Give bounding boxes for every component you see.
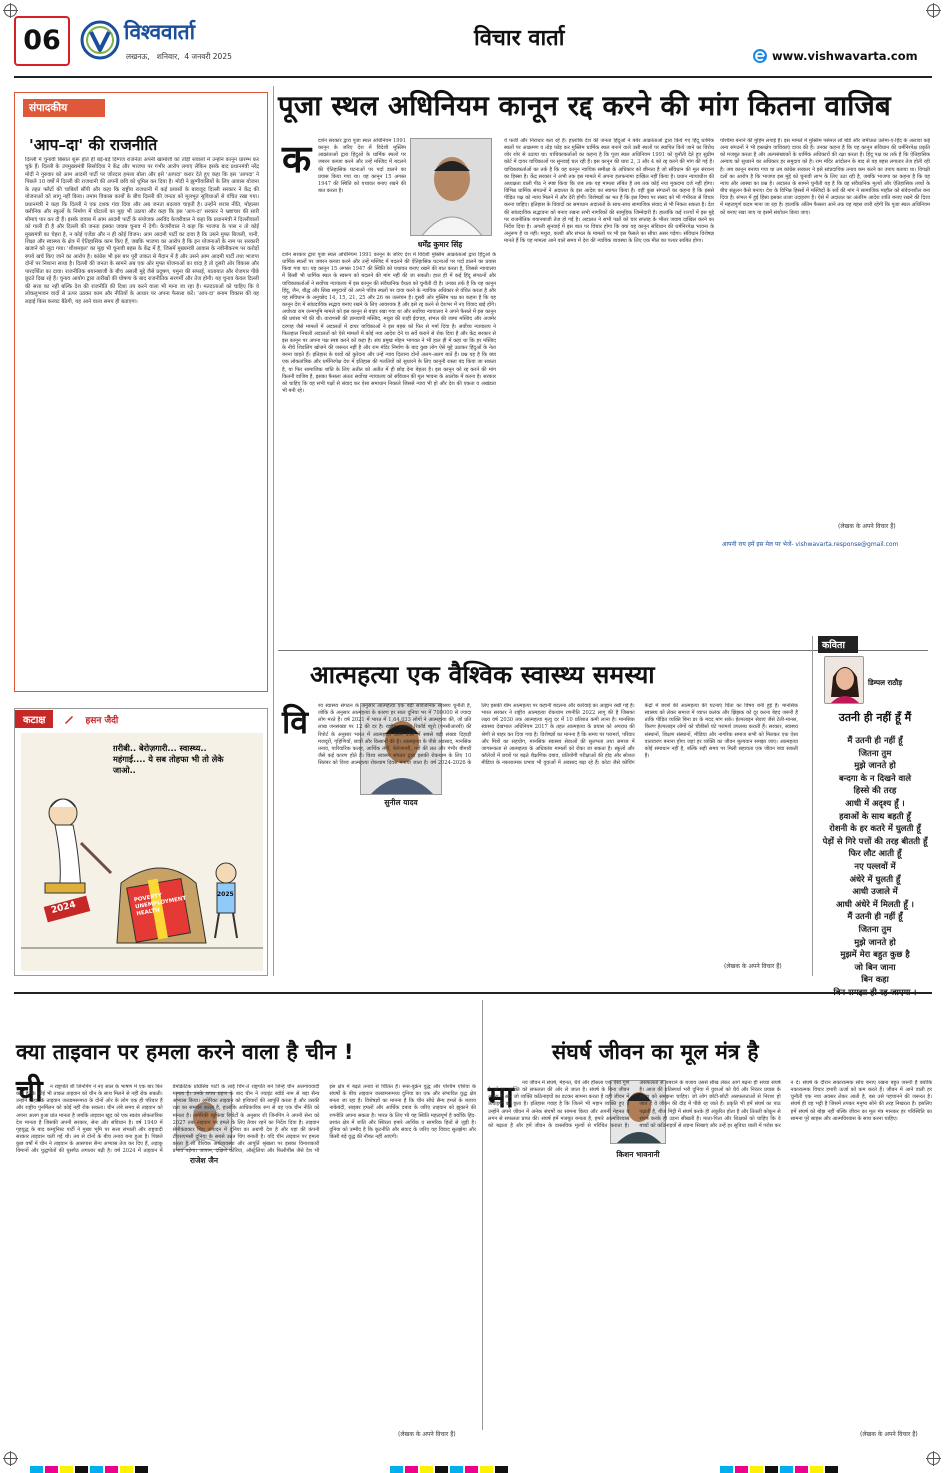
color-bar-left — [30, 1458, 150, 1473]
website-url[interactable]: www.vishwavarta.com — [772, 49, 918, 63]
poem-line: मुझे जानते हो — [854, 936, 896, 947]
editorial-body: दिल्ली में चुनावी बिसात शुरू होते ही बड़े-बड़े दिग्गज राजनेता अपनी खामोशी को तोड़ी सवालों में उन्होंने कानून प्रारम्भ कर चुके हैं। दिल्ली के उपमुख्यमंत्री सिसोदिया ने केंद्र और भाजपा पर गंभीर आरोप लगाए लेकिन इसके बाद प्रधानमंत्री नरेंद्र मोदी ने गुरुवार को आम आदमी पार्टी पर जोरदार हमला बोला और इसे 'आपदा' करार देते हुए कहा कि इस 'आपदा' ने पिछले 10 वर्षों में दिल्ली की राजधानी की अपनी छवि को धूमिल कर दिया है। मोदी ने झुग्गीवासियों के लिए आवास योजना के तहत फ्लैटों की चाबियाँ सौंपी और कहा कि राष्ट्रीय राजधानी में कई प्रयासों के बावजूद दिल्ली सरकार ने केंद्र की योजनाओं को लागू नहीं किया। तमाम विकास कार्यों के बीच दिल्ली की जनता को मूलभूत सुविधाओं से वंचित रखा गया। प्रधानमंत्री ने कहा कि दिल्ली ने एक दशक गंवा दिया और अब जनता बदलाव चाहती है। उन्होंने शराब नीति, मोहल्ला क्लीनिक और स्कूलों के निर्माण में घोटालों का मुद्दा भी उठाया और कहा कि इस 'आप-दा' सरकार ने भ्रष्टाचार की सारी सीमाएं पार कर दी हैं। इसके जवाब में आम आदमी पार्टी के संयोजक अरविंद केजरीवाल ने कहा कि प्रधानमंत्री ने दिल्लीवालों को गाली दी है और दिल्ली की जनता इसका जवाब चुनाव में देगी। केजरीवाल ने कहा कि भाजपा के पास न तो कोई मुख्यमंत्री का चेहरा है, न कोई एजेंडा और न ही कोई विजन। आम आदमी पार्टी का दावा है कि उसने मुफ्त बिजली, पानी, शिक्षा और स्वास्थ्य के क्षेत्र में ऐतिहासिक काम किए हैं, जबकि भाजपा का आरोप है कि इन योजनाओं के नाम पर सरकारी खजाने को लूटा गया। 'शीशमहल' का मुद्दा भी चुनावी बहस के केंद्र में है, जिसमें मुख्यमंत्री आवास के नवीनीकरण पर करोड़ों रुपये खर्च किए जाने का आरोप है। कांग्रेस भी इस बार पूरी ताकत से मैदान में है और उसने आम आदमी पार्टी तथा भाजपा दोनों पर निशाना साधा है। दिल्ली की जनता के सामने अब एक ओर मुफ्त योजनाओं का वादा है तो दूसरी ओर विकास और पारदर्शिता का दावा। राजनीतिक बयानबाजी के बीच असली मुद्दे जैसे प्रदूषण, यमुना की सफाई, यातायात और रोजगार पीछे छूटते दिख रहे हैं। चुनाव आयोग द्वारा तारीखों की घोषणा के बाद राजनीतिक सरगर्मी और तेज होगी। यह चुनाव केवल दिल्ली की सत्ता का नहीं बल्कि देश की राजनीति की दिशा तय करने वाला भी माना जा रहा है। मतदाताओं को चाहिए कि वे लोकलुभावन वादों से ऊपर उठकर काम और नीतियों के आधार पर अपना फैसला करें। 'आप-दा' बनाम विकास की यह लड़ाई किस करवट बैठेगी, यह आने वाला समय ही बताएगा। — [25, 157, 259, 305]
poem-line: बिन कहा — [861, 974, 889, 985]
page-number: 06 — [23, 25, 61, 56]
lead-footer-note: (लेखक के अपने विचार हैं) — [838, 523, 896, 530]
masthead — [14, 12, 932, 72]
struggle-dropcap: मा — [488, 1080, 514, 1115]
cartoon-artist: हसन जैदी — [85, 715, 119, 726]
registration-mark-bottom-right — [927, 1452, 940, 1465]
lead-response-note[interactable]: आपनी राय हमें इस मेल पर भेजें- vishwavarta.response@gmail.com — [722, 541, 899, 548]
poem-line: बन्दगा के न दिखने वाले — [838, 772, 912, 783]
poem-line: हिस्से की तरह — [853, 785, 897, 796]
pen-icon — [63, 713, 75, 725]
suicide-footer-note: (लेखक के अपने विचार हैं) — [724, 963, 782, 970]
website[interactable] — [752, 48, 918, 64]
bottom-col-divider — [482, 1000, 483, 1430]
poem-line: पेड़ों से गिरे पत्तों की तरह बीतती हूँ — [822, 835, 928, 846]
struggle-author-name: किशन भावनानी — [616, 1150, 660, 1159]
lead-author-photo — [410, 138, 492, 236]
col-divider-left — [273, 86, 274, 976]
section-title: विचार वार्ता — [474, 26, 565, 51]
mid-page-rule — [14, 992, 932, 994]
cartoon-label-text: कटाक्ष — [15, 710, 53, 728]
cartoon-year-left: 2024 — [50, 899, 77, 917]
cartoon-illustration — [21, 733, 263, 971]
lead-body-col3 — [720, 138, 930, 518]
cartoon-box — [14, 708, 268, 976]
lead-body-col1 — [318, 138, 406, 234]
brand-logo-icon — [80, 20, 120, 60]
cartoon-year-right: 2025 — [217, 891, 234, 898]
browser-e-icon — [752, 48, 768, 64]
page-number-box — [14, 16, 70, 66]
suicide-headline: आत्महत्या एक वैश्विक स्वास्थ्य समस्या — [310, 660, 655, 689]
brand-logo — [80, 20, 120, 60]
poem-line: आधी में अदृश्य हूँ । — [845, 797, 905, 808]
struggle-body: नव जीवन में संघर्ष, मेहनत, धैर्य और हौसला एक ऐसा गुण है जो हर व्यक्ति को सफलता की ओर ले जाता है। संघर्ष के बिना जीवन अधूरा है और जो व्यक्ति कठिनाइयों का डटकर सामना करता है वही जीवन में ऊंचाइयों को छूता है। इतिहास गवाह है कि जितने भी महान व्यक्ति हुए हैं उन्होंने अपने जीवन में अनेक संघर्षों का सामना किया और अपनी मेहनत व लगन से सफलता प्राप्त की। संघर्ष हमें मजबूत बनाता है, हमारे आत्मविश्वास को बढ़ाता है और हमें जीवन के वास्तविक मूल्यों से परिचित कराता है। असफलता से घबराने के बजाय उससे सीख लेकर आगे बढ़ना ही सच्चा संघर्ष है। आज की प्रतिस्पर्धा भरी दुनिया में युवाओं को धैर्य और निरंतर प्रयास के महत्व को समझना चाहिए। जो लोग छोटी-छोटी असफलताओं से निराश हो जाते हैं वे जीवन की दौड़ में पीछे रह जाते हैं। प्रकृति भी हमें संघर्ष का पाठ पढ़ाती है, बीज मिट्टी में संघर्ष करके ही अंकुरित होता है और तितली कोकून से संघर्ष करके ही उड़ना सीखती है। माता-पिता और शिक्षकों को चाहिए कि वे बच्चों को कठिनाइयों से लड़ना सिखाएं और उन्हें हर सुविधा थाली में परोस कर न दें। संघर्ष के दौरान सकारात्मक सोच बनाए रखना बहुत जरूरी है क्योंकि नकारात्मक विचार हमारी ऊर्जा को कम करते हैं। जीवन में आने वाली हर चुनौती एक नया अवसर लेकर आती है, बस उसे पहचानने की जरूरत है। संघर्ष ही वह भट्टी है जिसमें तपकर मनुष्य सोने की तरह निखरता है। इसलिए हमें संघर्ष को बोझ नहीं बल्कि जीवन का मूल मंत्र मानकर हर परिस्थिति का सामना पूरे साहस और आत्मविश्वास के साथ करना चाहिए। — [488, 1080, 932, 1129]
cartoon-box-text: POVERTY UNEMPLOYMENT HEALTH — [133, 892, 187, 918]
author-portrait-icon — [411, 139, 492, 236]
registration-mark-bottom-left — [4, 1452, 17, 1465]
suicide-dropcap: वि — [282, 703, 309, 741]
taiwan-author-name: राजेश जैन — [189, 1156, 218, 1165]
poem-line: मैं उतनी ही नहीं हूँ — [847, 735, 903, 745]
cartoon-label — [15, 709, 118, 729]
editorial-box — [14, 92, 268, 692]
color-bar-right — [720, 1458, 840, 1473]
color-bar-center — [390, 1458, 510, 1473]
poem-line: रोशनी के हर कतरे में घुलती हूँ — [829, 823, 921, 834]
poem-line: आधी अंधेरे में मिलती हूँ । — [836, 898, 914, 909]
poem-line: मैं उतनी ही नहीं हूँ — [847, 911, 903, 922]
lead-body-col2-text: ये फर्जी और निराधार बता रहे हैं। हालांकि देश की जनता हिंदुओं ने बर्बर आक्रांताओं द्वारा किये गए हिंदू धार्मिक स्थलों पर आक्रमण व तोड़ फोड़ कर मुस्लिम धार्मिक स्थल बनाने वाले उसी स्थलों पर स्थापित किये जाने का विरोध जोर शोर से उठाया था। याचिकाकर्ताओं का कहना है कि पूजा स्थल अधिनियम 1991 को चुनौती देते हुए सुप्रीम कोर्ट में दायर याचिकाओं पर सुनवाई चल रही है। इस कानून की धारा 2, 3 और 4 को रद्द करने की मांग की गई है। याचिकाकर्ताओं का तर्क है कि यह कानून न्यायिक समीक्षा के अधिकार को छीनता है जो संविधान की मूल संरचना का हिस्सा है। केंद्र सरकार ने अभी तक इस मामले में अपना हलफनामा दाखिल नहीं किया है। प्रधान न्यायाधीश की अध्यक्षता वाली पीठ ने स्पष्ट किया कि जब तक यह मामला लंबित है तब तक कोई नया मुकदमा दर्ज नहीं होगा। विभिन्न धार्मिक संगठनों ने अदालत के इस आदेश का स्वागत किया है। वहीं कुछ संगठनों का कहना है कि इससे पीड़ित पक्ष को न्याय मिलने में और देरी होगी। विशेषज्ञों का मत है कि इस विषय पर संसद को भी गंभीरता से विचार करना चाहिए। इतिहास के विवादों का समाधान अदालतों के साथ-साथ सामाजिक संवाद से भी निकल सकता है। देश की सांप्रदायिक सद्भावना को बनाए रखना सभी नागरिकों की सामूहिक जिम्मेदारी है। हालांकि कई राज्यों में इस मुद्दे पर राजनीतिक बयानबाजी तेज हो गई है। अदालत ने सभी पक्षों को चार सप्ताह के भीतर जवाब दाखिल करने का निर्देश दिया है। अगली सुनवाई में इस बात पर विचार होगा कि क्या यह कानून संविधान की धर्मनिरपेक्ष भावना के अनुरूप है या नहीं। मथुरा, काशी और संभल के मामलों पर भी इस फैसले का सीधा असर पड़ेगा। संविधान विशेषज्ञ मानते हैं कि यह मामला आने वाले समय में देश की न्यायिक व्यवस्था के लिए एक मील का पत्थर साबित होगा। — [504, 138, 714, 245]
dateline: लखनऊ, शनिवार, 4 जनवरी 2025 — [126, 52, 232, 61]
poet-photo — [824, 656, 864, 704]
editorial-headline: 'आप–दा' की राजनीति — [29, 136, 158, 154]
poem-line: जितना तुम — [858, 747, 892, 758]
taiwan-dropcap: ची — [16, 1074, 43, 1109]
poem-box — [818, 636, 932, 985]
poem-line: फिर लौट आती हूँ — [848, 848, 902, 859]
col-divider-right — [812, 636, 813, 976]
poem-label: कविता — [818, 636, 858, 653]
poem-line: मुझे जानते हो — [854, 760, 896, 771]
lead-body-intro: दर्शन सरकार द्वारा पूजा स्थल अधिनियम 1991 कानून के जरिए देश में विदेशी मुस्लिम आक्रांताओं द्वारा हिंदुओं के धार्मिक स्थलों पर जबरन कब्जा करने और उन्हें मस्जिद में बदलने की ऐतिहासिक घटनाओं पर पर्दा डालने का प्रयास किया गया था। यह कानून 15 अगस्त 1947 की स्थिति को यथावत बनाए रखने की बात करता है। — [318, 138, 406, 195]
editorial-label-text: संपादकीय — [29, 102, 68, 114]
poem-line: आधी उजाले में — [852, 886, 898, 897]
masthead-rule — [14, 76, 932, 78]
lead-headline: पूजा स्थल अधिनियम कानून रद्द करने की मांग कितना वाजिब — [278, 90, 891, 122]
lead-author-name: धर्मेंद्र कुमार सिंह — [417, 240, 463, 249]
cartoon-drawing — [21, 733, 263, 971]
suicide-body: श्व स्वास्थ्य संगठन के अनुसार आत्महत्या एक बड़ी सार्वजनिक स्वास्थ्य चुनौती है, जोकि के अनुसार आत्महत्या के कारण हर साल दुनिया भर में 700000 से ज्यादा लोग मरते हैं। वर्ष 2021 में भारत में 1,64,033 लोगों ने आत्महत्या की, जो प्रति लाख जनसंख्या पर 12 की दर है। राष्ट्रीय अपराध रिकॉर्ड ब्यूरो (एनसीआरबी) की रिपोर्ट के अनुसार भारत में आत्महत्या करने वालों में सबसे बड़ी संख्या दिहाड़ी मजदूरों, गृहिणियों, छात्रों और किसानों की है। आत्महत्या के पीछे अवसाद, मानसिक तनाव, पारिवारिक कलह, आर्थिक तंगी, बेरोजगारी, नशे की लत और गंभीर बीमारी जैसे कई कारण होते हैं। विश्व स्वास्थ्य संगठन द्वारा इसकी रोकथाम के लिए 10 सितंबर को विश्व आत्महत्या रोकथाम दिवस मनाया जाता है। वर्ष 2024-2026 के लिए इसकी थीम आत्महत्या पर कहानी बदलना और कार्रवाई का आह्वान रखी गई है। भारत सरकार ने राष्ट्रीय आत्महत्या रोकथाम रणनीति 2022 लागू की है जिसका लक्ष्य वर्ष 2030 तक आत्महत्या मृत्यु दर में 10 प्रतिशत कमी लाना है। मानसिक स्वास्थ्य देखभाल अधिनियम 2017 के तहत आत्महत्या के प्रयास को अपराध की श्रेणी से बाहर कर दिया गया है। विशेषज्ञों का मानना है कि समय पर परामर्श, परिवार और मित्रों का सहयोग, मानसिक स्वास्थ्य सेवाओं की सुलभता तथा समाज में जागरूकता से आत्महत्या के अधिकांश मामलों को रोका जा सकता है। स्कूलों और कॉलेजों में छात्रों पर बढ़ते शैक्षणिक दबाव, प्रतियोगी परीक्षाओं की होड़ और सोशल मीडिया के नकारात्मक प्रभाव भी युवाओं में अवसाद बढ़ा रहे हैं। कोटा जैसे कोचिंग केंद्रों में छात्रों की आत्महत्या की घटनाएं चिंता का विषय बनी हुई हैं। मानसिक स्वास्थ्य को लेकर समाज में व्याप्त कलंक और झिझक को दूर करना बेहद जरूरी है ताकि पीड़ित व्यक्ति बिना डर के मदद मांग सके। हेल्पलाइन सेवाएं जैसे टेली-मानस, किरण हेल्पलाइन लोगों को चौबीसों घंटे परामर्श उपलब्ध कराती हैं। सरकार, स्वास्थ्य संस्थानों, शिक्षण संस्थानों, मीडिया और नागरिक समाज सभी को मिलकर एक ऐसा वातावरण बनाना होगा जहां हर व्यक्ति का जीवन मूल्यवान समझा जाए। आत्महत्या कोई समाधान नहीं है, बल्कि सही समय पर मिली सहायता एक जीवन बचा सकती है। — [318, 703, 798, 767]
cartoon-speech: ग़रीबी.. बेरोज़गारी... स्वास्थ्य.. महंगाई.... ये सब तोहफा भी तो लेके जाओ.. — [113, 743, 224, 775]
poem-lines — [818, 734, 932, 998]
poem-line: नए पल्लवों में — [854, 860, 896, 871]
lead-body: दर्शन सरकार द्वारा पूजा स्थल अधिनियम 1991 कानून के जरिए देश में विदेशी मुस्लिम आक्रांताओं द्वारा हिंदुओं के धार्मिक स्थलों पर जबरन कब्जा करने और उन्हें मस्जिद में बदलने की ऐतिहासिक घटनाओं पर पर्दा डालने का प्रयास किया गया था। यह कानून 15 अगस्त 1947 की स्थिति को यथावत बनाए रखने की बात करता है, जिससे न्यायालय में किसी भी धार्मिक स्थल के स्वरूप को बदलने की मांग नहीं की जा सकती। हाल ही में कई हिंदू संगठनों और याचिकाकर्ताओं ने सर्वोच्च न्यायालय में इस कानून की संवैधानिक वैधता को चुनौती दी है। उनका तर्क है कि यह कानून हिंदू, जैन, बौद्ध और सिख समुदायों को अपने पवित्र स्थलों पर दावा करने के न्यायिक अधिकार से वंचित करता है और यह संविधान के अनुच्छेद 14, 15, 21, 25 और 26 का उल्लंघन है। दूसरी ओर मुस्लिम पक्ष का कहना है कि यह कानून देश में सांप्रदायिक सद्भाव बनाए रखने के लिए आवश्यक है और इसे रद्द करने से देशभर में नए विवाद खड़े होंगे। अयोध्या राम जन्मभूमि मामले को इस कानून से बाहर रखा गया था और सर्वोच्च न्यायालय ने अपने फैसले में इस कानून की प्रशंसा भी की थी। वाराणसी की ज्ञानवापी मस्जिद, मथुरा की शाही ईदगाह, संभल की जामा मस्जिद और अजमेर दरगाह जैसे मामलों में अदालतों में दायर याचिकाओं ने इस बहस को फिर से गर्मा दिया है। सर्वोच्च न्यायालय ने फिलहाल निचली अदालतों को ऐसे मामलों में कोई नया आदेश देने या सर्वे कराने से रोक दिया है और केंद्र सरकार से इस कानून पर अपना पक्ष स्पष्ट करने को कहा है। संघ प्रमुख मोहन भागवत ने भी हाल ही में कहा था कि हर मस्जिद के नीचे शिवलिंग खोजने की जरूरत नहीं है और राम मंदिर निर्माण के बाद कुछ लोग ऐसे मुद्दे उठाकर हिंदुओं के नेता बनना चाहते हैं। इतिहास के घावों को कुरेदना और उन्हें न्याय दिलाना दोनों अलग-अलग बातें हैं। प्रश्न यह है कि क्या एक लोकतांत्रिक और धर्मनिरपेक्ष देश में इतिहास की गलतियों को सुधारने के लिए कानूनी रास्ता बंद किया जा सकता है, या फिर सामाजिक शांति के लिए अतीत को अतीत में ही छोड़ देना बेहतर है। इस कानून को रद्द करने की मांग कितनी वाजिब है, इसका फैसला अंततः सर्वोच्च न्यायालय को संविधान की मूल भावना के आलोक में करना है। सरकार को चाहिए कि वह सभी पक्षों से संवाद कर ऐसा समाधान निकाले जिससे न्याय भी हो और देश की एकता व अखंडता भी बनी रहे। — [282, 252, 496, 394]
poem-line: जितना तुम — [858, 923, 892, 934]
poem-line: अंधेरे में घुलती हूँ — [849, 873, 901, 884]
poem-line: जो बिन जाना — [854, 961, 896, 972]
lead-body-col3-text: पश्चिमा बनाने की मुहिम लगाई है। इस मामले में मुस्लिम पर्सनल लॉ बोर्ड और जमीअत उलेमा-ए-हिंद के अलावा कई अन्य संगठनों ने भी हस्तक्षेप याचिकाएं दायर की हैं। उनका कहना है कि यह कानून संविधान की धर्मनिरपेक्ष प्रकृति को मजबूत करता है और अल्पसंख्यकों के धार्मिक अधिकारों की रक्षा करता है। हिंदू पक्ष का तर्क है कि ऐतिहासिक अन्याय को सुधारने का अधिकार हर समुदाय को है। राम मंदिर आंदोलन के बाद से यह बहस लगातार तेज होती रही है। जब कानून बनाया गया था तब कांग्रेस सरकार ने इसे सांप्रदायिक तनाव कम करने का उपाय बताया था। विपक्षी दलों का आरोप है कि भाजपा इस मुद्दे को चुनावी लाभ के लिए उठा रही है, जबकि भाजपा का कहना है कि यह न्याय और आस्था का प्रश्न है। अदालत के सामने चुनौती यह है कि वह संवैधानिक मूल्यों और ऐतिहासिक तथ्यों के बीच संतुलन कैसे बनाए। देश के विभिन्न हिस्सों में मस्जिदों के सर्वे की मांग ने सामाजिक माहौल को संवेदनशील बना दिया है। संभल में हुई हिंसा इसका ताजा उदाहरण है। ऐसे में अदालत का अंतरिम आदेश शांति बनाए रखने की दिशा में महत्वपूर्ण कदम माना जा रहा है। हालांकि अंतिम फैसला आने तक यह बहस जारी रहेगी कि पूजा स्थल अधिनियम को बनाए रखा जाए या इसमें संशोधन किया जाए। — [720, 138, 930, 216]
editorial-label — [23, 99, 105, 117]
brand-name: विश्ववार्ता — [124, 20, 195, 44]
poem-title: उतनी ही नहीं हूँ मैं — [838, 711, 912, 724]
taiwan-footer-note: (लेखक के अपने विचार हैं) — [398, 1431, 456, 1438]
poem-line: मुझमें मेरा बहुत कुछ है — [840, 949, 910, 960]
poet-name: डिम्पल राठौड़ — [868, 678, 903, 687]
poem-line: हवाओं के साथ बहती हूँ — [839, 810, 911, 821]
lead-body-col2 — [504, 138, 714, 640]
struggle-headline: संघर्ष जीवन का मूल मंत्र है — [552, 1040, 759, 1064]
taiwan-headline: क्या ताइवान पर हमला करने वाला है चीन ! — [16, 1040, 354, 1064]
lead-dropcap: क — [282, 137, 312, 181]
struggle-footer-note: (लेखक के अपने विचार हैं) — [860, 1431, 918, 1438]
suicide-author-name: सुनील यादव — [384, 798, 418, 807]
taiwan-body: न राष्ट्रपति शी जिनपिंग ने नए साल के भाषण में एक बार फिर कहा है कि कोई भी ताकत ताइवान को चीन के साथ मिलने से नहीं रोक सकती। उन्होंने कहा कि ताइवान जलडमरूमध्य के दोनों ओर के लोग एक ही परिवार हैं और राष्ट्रीय पुनर्मिलन को कोई नहीं रोक सकता। चीन लंबे समय से ताइवान को अपना अलग हुआ प्रांत मानता है जबकि ताइवान खुद को एक स्वतंत्र लोकतांत्रिक देश मानता है जिसकी अपनी सरकार, सेना और संविधान है। वर्ष 1949 में गृहयुद्ध के बाद कम्युनिस्ट पार्टी ने मुख्य भूमि पर सत्ता संभाली और राष्ट्रवादी सरकार ताइवान चली गई थी। तब से दोनों के बीच तनाव बना हुआ है। पिछले कुछ वर्षों में चीन ने ताइवान के आसपास सैन्य अभ्यास तेज कर दिए हैं, लड़ाकू विमानों और युद्धपोतों की घुसपैठ लगातार बढ़ी है। वर्ष 2024 में ताइवान में डेमोक्रेटिक प्रोग्रेसिव पार्टी के लाई चिंग-ते राष्ट्रपति बने जिन्हें चीन अलगाववादी मानता है। उनके शपथ ग्रहण के बाद चीन ने ज्वाइंट स्वॉर्ड नाम से बड़ा सैन्य अभ्यास किया। अमेरिका ताइवान को हथियारों की आपूर्ति करता है और उसकी रक्षा का समर्थन करता है, हालांकि आधिकारिक रूप से वह एक चीन नीति को मानता है। अमेरिकी खुफिया रिपोर्टों के अनुसार शी जिनपिंग ने अपनी सेना को 2027 तक ताइवान पर हमले के लिए तैयार रहने का निर्देश दिया है। ताइवान सेमीकंडक्टर चिप उत्पादन में दुनिया का अग्रणी देश है और यहां की कंपनी टीएसएमसी दुनिया के सबसे उन्नत चिप बनाती है। यदि चीन ताइवान पर हमला करता है तो वैश्विक अर्थव्यवस्था और आपूर्ति श्रृंखला पर इसका विनाशकारी प्रभाव पड़ेगा। जापान, दक्षिण कोरिया, ऑस्ट्रेलिया और फिलीपींस जैसे देश भी इस क्षेत्र में बढ़ते तनाव से चिंतित हैं। रूस-यूक्रेन युद्ध और पश्चिम एशिया के संघर्षों के बीच ताइवान जलडमरूमध्य दुनिया का एक और संभावित युद्ध क्षेत्र बनता जा रहा है। विशेषज्ञों का मानना है कि चीन सीधे सैन्य हमले के बजाय नाकेबंदी, साइबर हमलों और आर्थिक दबाव के जरिए ताइवान को झुकाने की रणनीति अपना सकता है। भारत के लिए भी यह स्थिति महत्वपूर्ण है क्योंकि हिंद-प्रशांत क्षेत्र में शांति और स्थिरता हमारे आर्थिक व सामरिक हितों से जुड़ी है। दुनिया को उम्मीद है कि कूटनीति और संवाद के जरिए यह विवाद सुलझेगा और किसी बड़े युद्ध की नौबत नहीं आएगी। — [16, 1084, 476, 1155]
poet-portrait-icon — [825, 657, 864, 704]
